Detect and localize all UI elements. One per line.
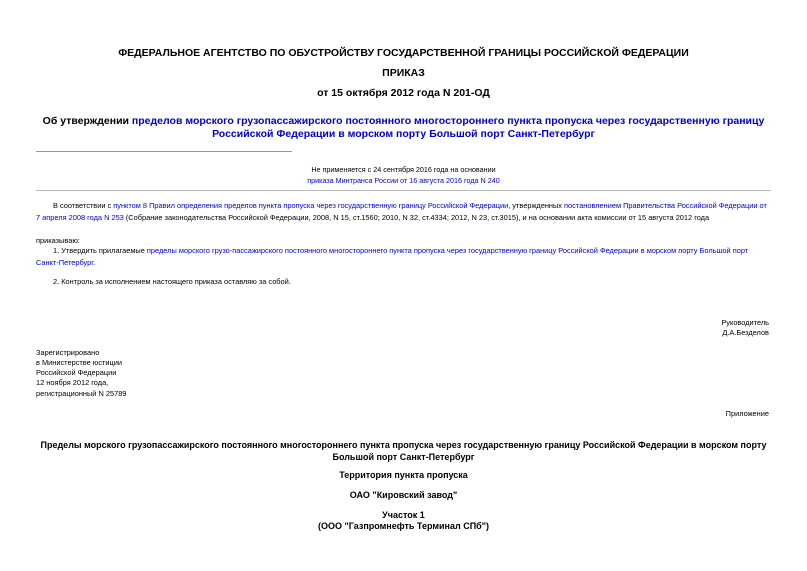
limits-link[interactable]: пределы морского грузо-пассажирского постоянного многостороннего пункта пропуска через государственную границу Российской Федерации в морском порту Большой порт Санкт-Петербург [36,246,749,267]
title-prefix: Об утверждении [42,115,132,127]
appendix-title: Пределы морского грузопассажирского постоянного многостороннего пункта пропуска через государственную границу Российской Федерации в морском порту Большой порт Санкт-Петербург [40,440,767,462]
item1-end: . [93,258,96,267]
order-item-2: 2. Контроль за исполнением настоящего приказа оставляю за собой. [53,277,291,286]
appendix-label: Приложение [725,409,769,418]
title-link[interactable]: пределов морского грузопассажирского постоянного многостороннего пункта пропуска через государственную границу Российской Федерации в морском порту Большой порт Санкт-Петербург [131,115,765,140]
registration-line: в Министерстве юстиции [36,358,123,367]
doc-date: от 15 октября 2012 года N 201-ОД [317,87,490,99]
registration-line: Зарегистрировано [36,348,100,357]
item1-text: 1. Утвердить прилагаемые [53,246,147,255]
agency-heading: ФЕДЕРАЛЬНОЕ АГЕНТСТВО ПО ОБУСТРОЙСТВУ ГОСУДАРСТВЕННОЙ ГРАНИЦЫ РОССИЙСКОЙ ФЕДЕРАЦИИ [118,47,689,59]
registration-line: Российской Федерации [36,368,117,377]
registration-line: регистрационный N 25789 [36,389,127,398]
signature-name: Д.А.Безделов [722,328,769,337]
order-intro: приказываю: [36,236,80,245]
territory-heading: Территория пункта пропуска [339,470,468,480]
preamble-text-2: , утвержденных [508,201,565,210]
registration-line: 12 ноября 2012 года, [36,378,109,387]
title-divider [36,151,292,152]
notice-link[interactable]: приказа Минтранса России от 16 августа 2016 года N 240 [307,176,500,185]
preamble-text-3: (Собрание законодательства Российской Федерации, 2008, N 15, ст.1560; 2010, N 32, ст.4334; 2012, N 23, ст.3015), и на основании акта комиссии от 15 августа 2012 года [123,213,710,222]
preamble-text-1: В соответствии с [53,201,114,210]
notice-divider [36,190,771,191]
rules-link[interactable]: пунктом 8 Правил определения пределов пункта пропуска через государственную границу Российской Федерации [113,201,509,210]
company-heading: ОАО "Кировский завод" [349,490,458,500]
document-title [36,115,771,141]
government-decree-link[interactable]: постановлением Правительства Российской Федерации от 7 апреля 2008 года N 253 [36,201,767,222]
notice-text: Не применяется с 24 сентября 2016 года на основании [311,165,496,174]
doc-type-heading: ПРИКАЗ [382,67,425,79]
preamble-paragraph [36,200,771,224]
section-heading: Участок 1 [382,510,425,520]
section-org: (ООО "Газпромнефть Терминал СПб") [317,521,490,531]
signature-role: Руководитель [721,318,769,327]
order-item-1 [36,245,771,269]
